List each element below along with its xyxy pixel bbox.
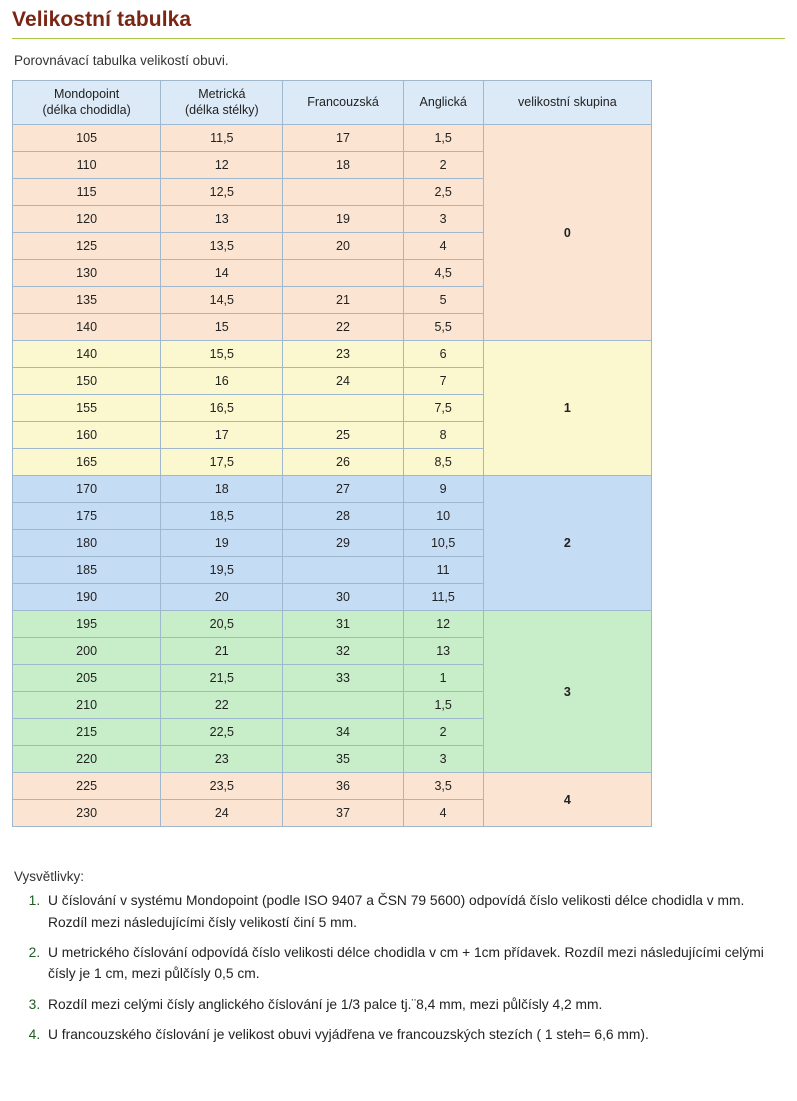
cell-english: 10,5 [403, 530, 483, 557]
cell-mondopoint: 210 [13, 692, 161, 719]
cell-mondopoint: 215 [13, 719, 161, 746]
cell-english: 3 [403, 206, 483, 233]
cell-mondopoint: 130 [13, 260, 161, 287]
cell-english: 5,5 [403, 314, 483, 341]
legend-item-text: U francouzského číslování je velikost obuvi vyjádřena ve francouzských stezích ( 1 steh= 6,6 mm). [48, 1027, 649, 1043]
list-item [44, 994, 785, 1015]
cell-english: 12 [403, 611, 483, 638]
cell-english: 1 [403, 665, 483, 692]
cell-metric: 19,5 [161, 557, 283, 584]
cell-french: 26 [283, 449, 403, 476]
column-header-metric [161, 81, 283, 125]
cell-mondopoint: 110 [13, 152, 161, 179]
cell-english: 3 [403, 746, 483, 773]
cell-english: 1,5 [403, 692, 483, 719]
cell-english: 11 [403, 557, 483, 584]
table-row [13, 125, 652, 152]
cell-metric: 20,5 [161, 611, 283, 638]
cell-metric: 14,5 [161, 287, 283, 314]
cell-english: 7,5 [403, 395, 483, 422]
cell-mondopoint: 105 [13, 125, 161, 152]
table-row [13, 773, 652, 800]
cell-english: 2,5 [403, 179, 483, 206]
column-header-line1: Metrická [198, 87, 246, 101]
cell-english: 1,5 [403, 125, 483, 152]
legend-list [16, 890, 785, 1045]
cell-metric: 18,5 [161, 503, 283, 530]
page-title: Velikostní tabulka [12, 8, 785, 39]
cell-french: 20 [283, 233, 403, 260]
cell-metric: 21 [161, 638, 283, 665]
cell-mondopoint: 135 [13, 287, 161, 314]
column-header-line2: (délka chodidla) [42, 102, 131, 117]
size-chart-page [0, 8, 797, 1065]
column-header-english [403, 81, 483, 125]
cell-size-group: 1 [483, 341, 651, 476]
cell-english: 7 [403, 368, 483, 395]
table-body [13, 125, 652, 827]
column-header-line1: Anglická [419, 94, 467, 109]
column-header-mondopoint [13, 81, 161, 125]
cell-metric: 23,5 [161, 773, 283, 800]
cell-mondopoint: 140 [13, 314, 161, 341]
cell-mondopoint: 225 [13, 773, 161, 800]
cell-french: 17 [283, 125, 403, 152]
cell-french: 36 [283, 773, 403, 800]
legend-item-text: Rozdíl mezi celými čísly anglického číslování je 1/3 palce tj.¨8,4 mm, mezi půlčísly 4,2 mm. [48, 996, 603, 1012]
cell-metric: 22,5 [161, 719, 283, 746]
cell-english: 6 [403, 341, 483, 368]
cell-metric: 17 [161, 422, 283, 449]
cell-mondopoint: 180 [13, 530, 161, 557]
legend-title: Vysvětlivky: [14, 869, 85, 885]
cell-metric: 21,5 [161, 665, 283, 692]
cell-french: 37 [283, 800, 403, 827]
column-header-line1: Mondopoint [53, 87, 120, 101]
cell-english: 2 [403, 152, 483, 179]
cell-french: 33 [283, 665, 403, 692]
cell-size-group: 2 [483, 476, 651, 611]
cell-mondopoint: 195 [13, 611, 161, 638]
cell-size-group: 3 [483, 611, 651, 773]
cell-metric: 13,5 [161, 233, 283, 260]
cell-mondopoint: 150 [13, 368, 161, 395]
cell-metric: 17,5 [161, 449, 283, 476]
cell-mondopoint: 115 [13, 179, 161, 206]
cell-mondopoint: 200 [13, 638, 161, 665]
cell-metric: 23 [161, 746, 283, 773]
cell-metric: 15 [161, 314, 283, 341]
cell-french: 27 [283, 476, 403, 503]
legend-item-text: U metrického číslování odpovídá číslo velikosti délce chodidla v cm + 1cm přídavek. Rozdíl mezi následujícími celými čísly je 1 cm, mezi půlčísly 0,5 cm. [48, 945, 764, 982]
cell-size-group: 4 [483, 773, 651, 827]
cell-french: 24 [283, 368, 403, 395]
column-header-line1: velikostní skupina [518, 94, 617, 109]
cell-mondopoint: 190 [13, 584, 161, 611]
cell-french [283, 692, 403, 719]
cell-french [283, 557, 403, 584]
cell-french: 35 [283, 746, 403, 773]
cell-english: 4 [403, 800, 483, 827]
cell-english: 13 [403, 638, 483, 665]
cell-english: 9 [403, 476, 483, 503]
table-row [13, 476, 652, 503]
cell-metric: 19 [161, 530, 283, 557]
column-header-french [283, 81, 403, 125]
cell-mondopoint: 160 [13, 422, 161, 449]
column-header-size-group [483, 81, 651, 125]
column-header-line1: Francouzská [307, 94, 379, 109]
cell-mondopoint: 220 [13, 746, 161, 773]
table-row [13, 341, 652, 368]
cell-english: 4 [403, 233, 483, 260]
cell-english: 11,5 [403, 584, 483, 611]
cell-metric: 24 [161, 800, 283, 827]
cell-metric: 16 [161, 368, 283, 395]
cell-mondopoint: 155 [13, 395, 161, 422]
table-header-row [13, 81, 652, 125]
cell-french: 34 [283, 719, 403, 746]
cell-metric: 15,5 [161, 341, 283, 368]
cell-english: 4,5 [403, 260, 483, 287]
cell-metric: 14 [161, 260, 283, 287]
cell-english: 3,5 [403, 773, 483, 800]
cell-english: 8 [403, 422, 483, 449]
list-item [44, 1024, 785, 1045]
cell-mondopoint: 175 [13, 503, 161, 530]
cell-mondopoint: 165 [13, 449, 161, 476]
cell-french: 18 [283, 152, 403, 179]
cell-mondopoint: 125 [13, 233, 161, 260]
list-item [44, 890, 785, 933]
cell-metric: 18 [161, 476, 283, 503]
cell-french: 21 [283, 287, 403, 314]
cell-mondopoint: 140 [13, 341, 161, 368]
cell-french: 25 [283, 422, 403, 449]
cell-mondopoint: 170 [13, 476, 161, 503]
cell-english: 8,5 [403, 449, 483, 476]
cell-english: 2 [403, 719, 483, 746]
cell-french: 22 [283, 314, 403, 341]
column-header-line2: (délka stélky) [184, 102, 259, 117]
cell-mondopoint: 205 [13, 665, 161, 692]
cell-french: 28 [283, 503, 403, 530]
cell-english: 10 [403, 503, 483, 530]
list-item [44, 942, 785, 985]
cell-metric: 16,5 [161, 395, 283, 422]
cell-french: 29 [283, 530, 403, 557]
cell-french: 30 [283, 584, 403, 611]
cell-french: 32 [283, 638, 403, 665]
cell-metric: 20 [161, 584, 283, 611]
cell-metric: 12,5 [161, 179, 283, 206]
cell-french: 31 [283, 611, 403, 638]
cell-metric: 22 [161, 692, 283, 719]
cell-french [283, 260, 403, 287]
cell-metric: 12 [161, 152, 283, 179]
legend-item-text: U číslování v systému Mondopoint (podle ISO 9407 a ČSN 79 5600) odpovídá číslo velikosti délce chodidla v mm. Rozdíl mezi následujícími čísly velikostí činí 5 mm. [48, 893, 745, 930]
cell-mondopoint: 230 [13, 800, 161, 827]
cell-size-group: 0 [483, 125, 651, 341]
cell-english: 5 [403, 287, 483, 314]
shoe-size-table [12, 80, 652, 827]
cell-french [283, 179, 403, 206]
cell-mondopoint: 120 [13, 206, 161, 233]
table-row [13, 611, 652, 638]
cell-french: 19 [283, 206, 403, 233]
intro-text: Porovnávací tabulka velikostí obuvi. [14, 53, 229, 68]
cell-french [283, 395, 403, 422]
cell-mondopoint: 185 [13, 557, 161, 584]
cell-french: 23 [283, 341, 403, 368]
cell-metric: 11,5 [161, 125, 283, 152]
cell-metric: 13 [161, 206, 283, 233]
